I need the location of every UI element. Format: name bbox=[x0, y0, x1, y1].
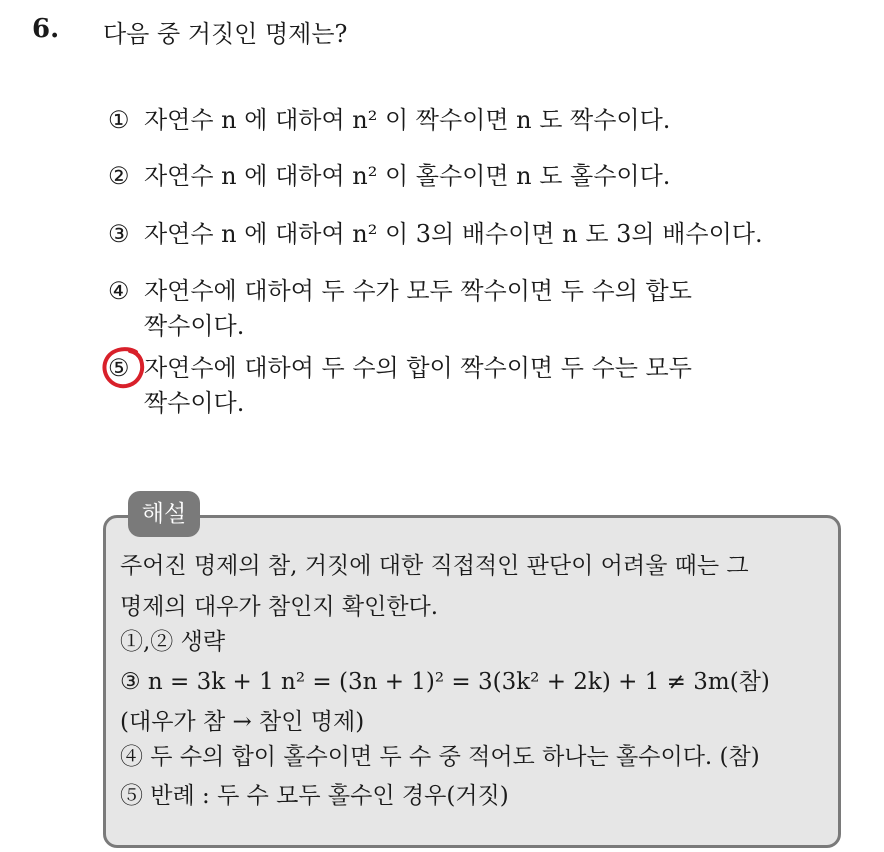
explanation-tab: 해설 bbox=[128, 491, 200, 537]
explanation-line-2: 명제의 대우가 참인지 확인한다. bbox=[120, 594, 439, 620]
explanation-line-7: ⑤ 반례 : 두 수 모두 홀수인 경우(거짓) bbox=[120, 783, 509, 809]
question-number: 6. bbox=[32, 14, 60, 44]
explanation-line-6: ④ 두 수의 합이 홀수이면 두 수 중 적어도 하나는 홀수이다. (참) bbox=[120, 744, 760, 770]
question-stem: 다음 중 거짓인 명제는? bbox=[103, 20, 348, 48]
option-2-number: ② bbox=[108, 162, 130, 190]
option-1[interactable] bbox=[108, 103, 670, 138]
option-2[interactable] bbox=[108, 159, 670, 194]
option-4-text: 자연수에 대하여 두 수가 모두 짝수이면 두 수의 합도 짝수이다. bbox=[144, 277, 692, 340]
option-5[interactable] bbox=[108, 351, 692, 421]
answer-circle-mark-icon bbox=[100, 344, 148, 392]
option-3[interactable] bbox=[108, 217, 763, 252]
option-4-number: ④ bbox=[108, 277, 130, 305]
option-1-text: 자연수 n 에 대하여 n² 이 짝수이면 n 도 짝수이다. bbox=[144, 106, 671, 134]
option-2-text: 자연수 n 에 대하여 n² 이 홀수이면 n 도 홀수이다. bbox=[144, 162, 671, 190]
explanation-line-4: ③ n = 3k + 1 n² = (3n + 1)² = 3(3k² + 2k) + 1 ≠ 3m(참) bbox=[120, 669, 770, 695]
explanation-line-1: 주어진 명제의 참, 거짓에 대한 직접적인 판단이 어려울 때는 그 bbox=[120, 553, 749, 579]
explanation-line-3: ①,② 생략 bbox=[120, 629, 226, 655]
option-3-number: ③ bbox=[108, 220, 130, 248]
option-1-number: ① bbox=[108, 106, 130, 134]
option-4[interactable] bbox=[108, 274, 692, 344]
option-5-number: ⑤ bbox=[108, 354, 130, 382]
option-5-text: 자연수에 대하여 두 수의 합이 짝수이면 두 수는 모두 짝수이다. bbox=[144, 354, 692, 417]
option-3-text: 자연수 n 에 대하여 n² 이 3의 배수이면 n 도 3의 배수이다. bbox=[144, 220, 763, 248]
explanation-line-5: (대우가 참 → 참인 명제) bbox=[120, 709, 365, 735]
